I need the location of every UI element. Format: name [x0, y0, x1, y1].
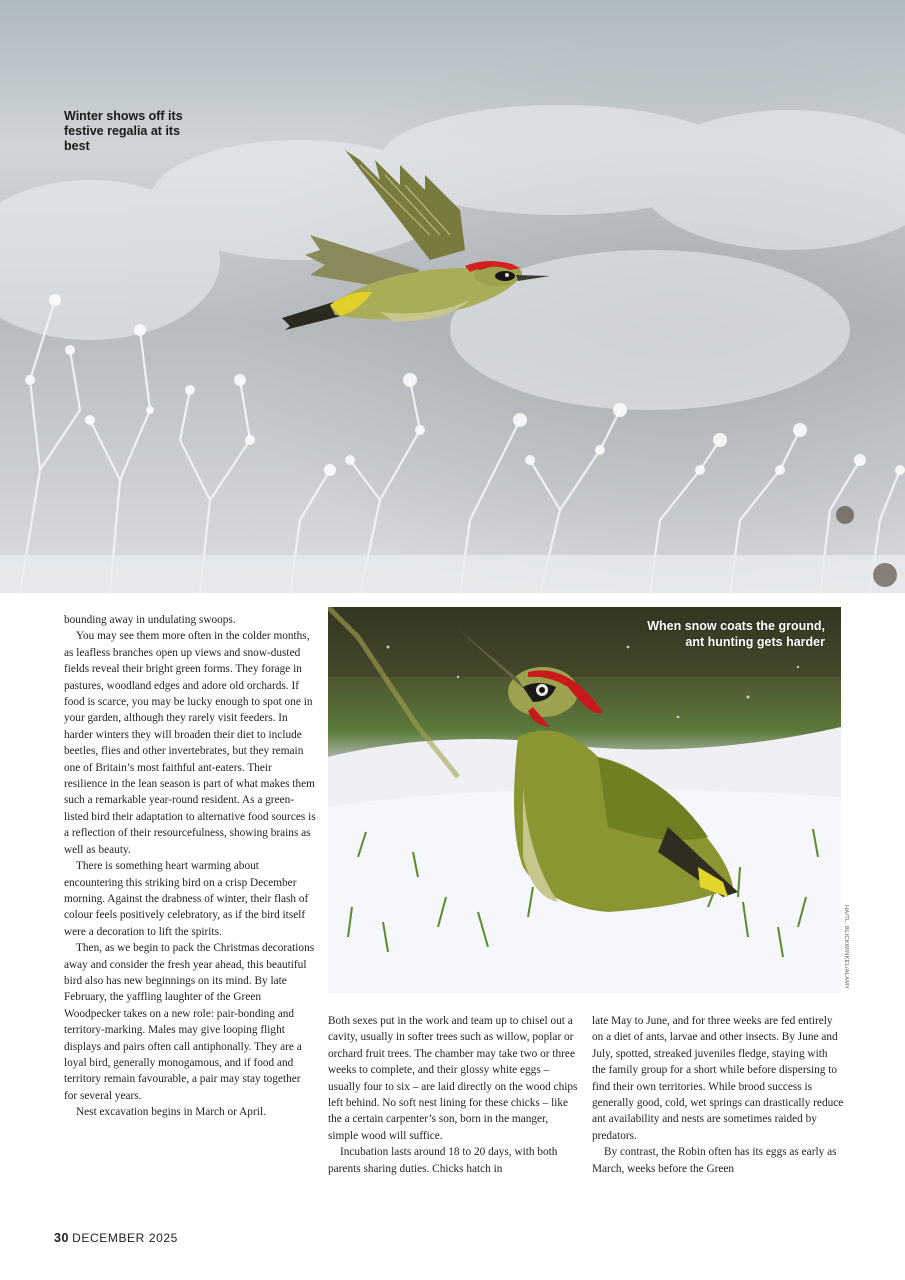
snow-photo-caption: [585, 618, 825, 650]
page-folio: [54, 1231, 178, 1245]
paragraph: Both sexes put in the work and team up to chisel out a cavity, usually in softer trees such as willow, poplar or orchard fruit trees. The chamber may take two or three weeks to complete, and their glossy white eggs – usually four to six – are laid directly on the wood chips left behind. No soft nest lining for these chicks – like the a certain carpenter’s son, born in the manger, simple wood will suffice.: [328, 1015, 578, 1142]
hero-photo-caption: Winter shows off its festive regalia at its best: [64, 109, 183, 153]
snow-photo-caption-line-1: When snow coats the ground,: [647, 619, 825, 633]
paragraph: By contrast, the Robin often has its eggs as early as March, weeks before the Green: [592, 1146, 837, 1175]
paragraph: You may see them more often in the colder months, as leafless branches open up views and snow-dusted fields reveal their bright green forms. They forage in pastures, woodland edges and adore old orchards. If food is scarce, you may be lucky enough to spot one in your garden, although they rarely visit feeders. In harder winters they will broaden their diet to include beetles, flies and other invertebrates, but they remain one of Britain’s most faithful ant-eaters. Their resilience in the lean season is part of what makes them such a remarkable year-round resident. As a green-listed bird their adaptation to alternative food sources is a reflection of their resourcefulness, showing brains as well as beauty.: [64, 630, 316, 856]
text-column-3: [592, 1013, 844, 1177]
paragraph: Nest excavation begins in March or April.: [76, 1106, 266, 1119]
page-number: 30: [54, 1231, 70, 1245]
snow-photo-caption-line-2: ant hunting gets harder: [685, 635, 825, 649]
paragraph: There is something heart warming about encountering this striking bird on a crisp December morning. Against the drabness of winter, their flash of colour feels positively celebratory, as if the bird itself were a decoration to lift the spirits.: [64, 860, 309, 938]
snow-woodpecker-photo: [328, 607, 841, 993]
text-column-1: [64, 612, 316, 1121]
woodpecker-in-snow-image: [328, 607, 841, 993]
text-column-2: [328, 1013, 578, 1177]
paragraph: bounding away in undulating swoops.: [64, 614, 236, 626]
paragraph: Then, as we begin to pack the Christmas decorations away and consider the fresh year ahead, this beautiful bird also has new beginnings on its mind. By late February, the yaffling laughter of the Green Woodpecker takes on a new role: pair-bonding and territory-marking. Males may give looping flight displays and pairs often call antiphonally. They are a loyal bird, generally monogamous, and if food and territory remain favourable, a pair may stay together for several years.: [64, 942, 315, 1102]
paragraph: late May to June, and for three weeks are fed entirely on a diet of ants, larvae and other insects. By June and July, spotted, streaked juveniles fledge, staying with the family group for a short while before dispersing to find their own territories. While brood success is generally good, cold, wet springs can drastically reduce ant availability and nests are sometimes raided by predators.: [592, 1015, 844, 1142]
photo-credit: [843, 905, 860, 995]
issue-date: DECEMBER 2025: [72, 1231, 178, 1245]
paragraph: Incubation lasts around 18 to 20 days, with both parents sharing duties. Chicks hatch in: [328, 1146, 558, 1175]
photo-credit-text: HAITL, BLICKWINKEL/ALAMY: [843, 905, 849, 990]
hero-photo: [0, 0, 905, 593]
frosted-plants-woodpecker-in-flight-image: [0, 0, 905, 593]
